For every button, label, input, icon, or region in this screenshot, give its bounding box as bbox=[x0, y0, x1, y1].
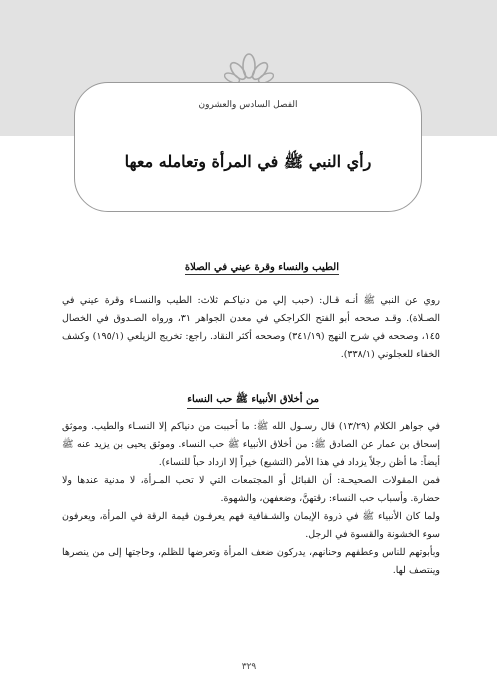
page-number: ٣٢٩ bbox=[241, 662, 257, 672]
paragraph: ولما كان الأنبياء ﷺ في ذروة الإيمان والشـفافية فهم يعرفـون قيمة الرقة في المرأة، ويعرفون سوء الخشونة والقسوة في الرجل. bbox=[62, 511, 440, 540]
paragraph: فمن المقولات الصحيحـة: أن القبائل أو المجتمعات التي لا تحب المـرأة، لا مدنية عندها ولا حضارة. وأسباب حب النساء: رقتهنَّ، وضعفهن، والشهوة. bbox=[62, 475, 440, 504]
section-heading-2: من أخلاق الأنبياء ﷺ حب النساء bbox=[187, 393, 319, 409]
chapter-title: رأي النبي ﷺ في المرأة وتعامله معها bbox=[124, 152, 372, 171]
paragraph: في جواهر الكلام (١٣/٢٩) قال رسـول الله ﷺ: ما أحببت من دنياكم إلا النسـاء والطيب. وموثق إسحاق بن عمار عن الصادق ﷺ: من أخلاق الأنبياء ﷺ حب النساء. وموثق يحيى بن يزيد عنه ﷺ أيضاً: ما أظن رجلاً يزداد في هذا الأمر (التشيع) خيراً إلا ازداد حباً للنساء). bbox=[62, 421, 441, 468]
section-2-body bbox=[62, 418, 440, 580]
paragraph: وبأبوتهم للناس وعطفهم وحنانهم، يدركون ضعف المرأة وتعرضها للظلم، وحاجتها إلى من ينصرها وينتصف لها. bbox=[62, 547, 440, 576]
section-1-body bbox=[62, 292, 440, 364]
paragraph: روي عن النبي ﷺ أنـه قـال: (حبب إلي من دنياكـم ثلاث: الطيب والنسـاء وقرة عيني في الصـلاة). وقـد صححه أبو الفتح الكراجكي في معدن الجواهر ٣١، ورواه الصـدوق في الخصال ١٤٥، وصححه في شرح النهج (٣٤١/١٩) وصححه أكثر النقاد. راجع: تخريج الزيلعي (١٩٥/١) وكشف الخفاء للعجلوني (٣٣٨/١). bbox=[62, 295, 440, 360]
chapter-label: الفصل السادس والعشرون bbox=[198, 100, 298, 110]
section-heading-1: الطيب والنساء وقرة عيني في الصلاة bbox=[184, 262, 339, 273]
